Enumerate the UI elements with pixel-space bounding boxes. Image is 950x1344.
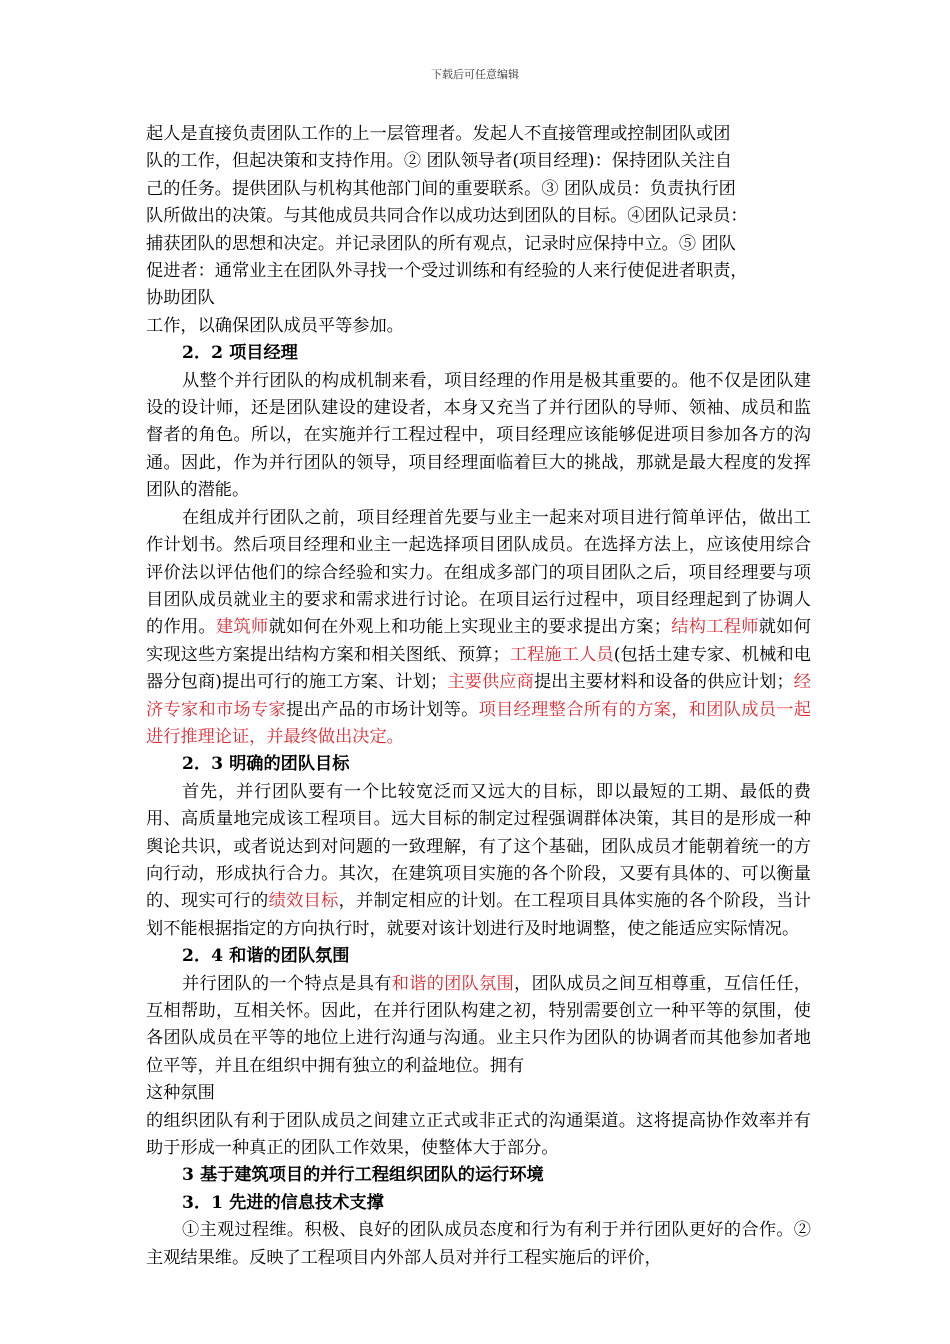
text-span: 提出主要材料和设备的供应计划； (533, 672, 794, 693)
highlight-economic-experts: 经济专家和市场专家 (146, 672, 811, 720)
section-heading-2-3: 2．3 明确的团队目标 (182, 754, 350, 775)
paragraph-team-goals (146, 779, 811, 943)
paragraph-team-formation (146, 505, 811, 752)
highlight-architect: 建筑师 (216, 617, 269, 638)
paragraph-atmosphere-line3: 的组织团队有利于团队成员之间建立正式或非正式的沟通渠道。这将提高协作效率并有助于形成一种真正的团队工作效果，使整体大于部分。 (146, 1110, 811, 1159)
text-span: 就如何在外观上和功能上实现业主的要求提出方案； (268, 617, 671, 638)
highlight-pm-decision: 项目经理整合所有的方案，和团队成员一起进行推理论证，并最终做出决定。 (146, 699, 811, 747)
paragraph-roles-line8: 工作，以确保团队成员平等参加。 (146, 315, 404, 336)
page-header: 下载后可任意编辑 (431, 68, 519, 81)
text-span: (包括土建专家、机械和电器分包商)提出可行的施工方案、计划； (146, 644, 811, 693)
highlight-construction-staff: 工程施工人员 (509, 644, 614, 665)
section-heading-3: 3 基于建筑项目的并行工程组织团队的运行环境 (182, 1165, 544, 1186)
highlight-main-supplier: 主要供应商 (447, 672, 534, 693)
highlight-structural-engineer: 结构工程师 (670, 617, 759, 638)
paragraph-roles-line4: 队所做出的决策。与其他成员共同合作以成功达到团队的目标。④团队记录员： (146, 206, 748, 227)
text-span: ，团队成员之间互相尊重，互信任任，互相帮助，互相关怀。因此，在并行团队构建之初，特别需要创立一种平等的氛围，使各团队成员在平等的地位上进行沟通与沟通。业主只作为团队的协调者而其他参加者地位平等，并且在组织中拥有独立的利益地位。拥有 (146, 973, 811, 1076)
highlight-harmonious-atmosphere: 和谐的团队氛围 (391, 973, 515, 994)
paragraph-roles-line2: 队的工作，但起决策和支持作用。② 团队领导者(项目经理)：保持团队关注自 (146, 151, 733, 172)
section-heading-3-1: 3．1 先进的信息技术支撑 (182, 1192, 384, 1213)
paragraph-it-support: ①主观过程维。积极、良好的团队成员态度和行为有利于并行团队更好的合作。②主观结果维。反映了工程项目内外部人员对并行工程实施后的评价， (146, 1220, 811, 1268)
paragraph-team-atmosphere (146, 971, 811, 1081)
paragraph-roles-line3: 己的任务。提供团队与机构其他部门间的重要联系。③ 团队成员：负责执行团 (146, 178, 736, 199)
text-span: ，并制定相应的计划。在工程项目具体实施的各个阶段，当计划不能根据指定的方向执行时，就要对该计划进行及时地调整，使之能适应实际情况。 (146, 891, 811, 939)
text-span: 首先，并行团队要有一个比较宽泛而又远大的目标，即以最短的工期、最低的费用、高质量地完成该工程项目。远大目标的制定过程强调群体决策，其目的是形成一种舆论共识，或者说达到对问题的一致理解，有了这个基础，团队成员才能朝着统一的方向行动，形成执行合力。其次，在建筑项目实施的各个阶段，又要有具体的、可以衡量的、现实可行的 (146, 781, 811, 912)
section-heading-2-2: 2．2 项目经理 (182, 343, 298, 364)
text-span: 提出产品的市场计划等。 (286, 699, 479, 720)
paragraph-project-manager: 从整个并行团队的构成机制来看，项目经理的作用是极其重要的。他不仅是团队建设的设计师，还是团队建设的建设者，本身又充当了并行团队的导师、领袖、成员和监督者的角色。所以，在实施并行工程过程中，项目经理应该能够促进项目参加各方的沟通。因此，作为并行团队的领导，项目经理面临着巨大的挑战，那就是最大程度的发挥团队的潜能。 (146, 370, 811, 501)
text-span: 并行团队的一个特点是具有 (182, 973, 392, 994)
text-span: 在组成并行团队之前，项目经理首先要与业主一起来对项目进行简单评估，做出工作计划书。然后项目经理和业主一起选择项目团队成员。在选择方法上，应该使用综合评价法以评估他们的综合经验和实力。在组成多部门的项目团队之后，项目经理要与项目团队成员就业主的要求和需求进行讨论。在项目运行过程中，项目经理起到了协调人的作用。 (146, 507, 811, 638)
paragraph-roles-line5: 捕获团队的思想和决定。并记录团队的所有观点，记录时应保持中立。⑤ 团队 (146, 233, 736, 254)
paragraph-roles-line1: 起人是直接负责团队工作的上一层管理者。发起人不直接管理或控制团队或团 (146, 124, 731, 144)
section-heading-2-4: 2．4 和谐的团队氛围 (182, 946, 350, 967)
document-body (146, 121, 811, 1272)
paragraph-roles-line6: 促进者：通常业主在团队外寻找一个受过训练和有经验的人来行使促进者职责， (146, 261, 748, 282)
paragraph-atmosphere-line2: 这种氛围 (146, 1083, 215, 1104)
paragraph-roles-line7: 协助团队 (146, 288, 215, 309)
highlight-performance-goals: 绩效目标 (268, 891, 339, 912)
text-span: 就如何实现这些方案提出结构方案和相关图纸、预算； (146, 617, 811, 665)
